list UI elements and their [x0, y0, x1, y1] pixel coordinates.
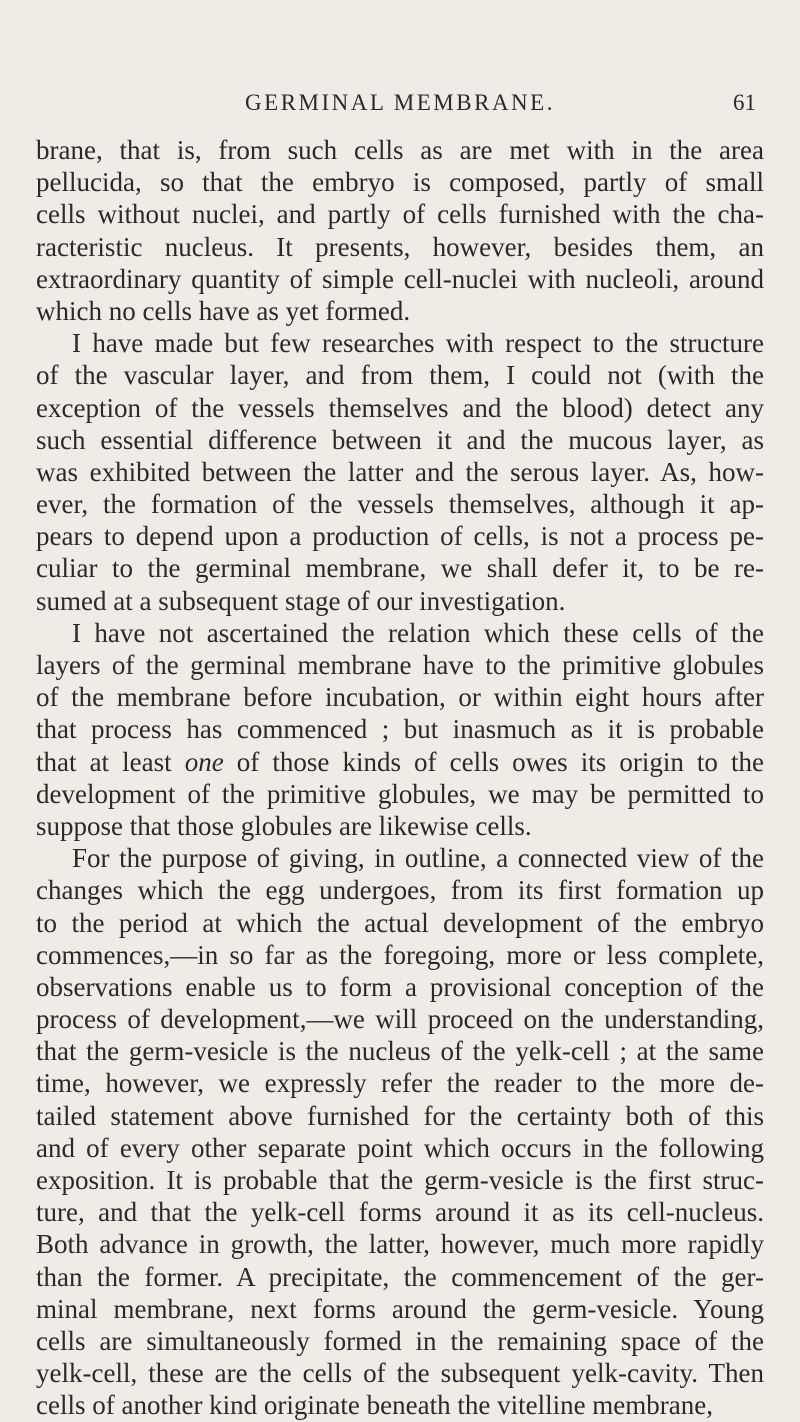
text-line: and of every other separate point which occurs in the following [36, 1132, 764, 1163]
text-line: development of the primitive globules, we may be permitted to [36, 778, 764, 809]
text-line: layers of the germinal membrane have to the primitive globules [36, 650, 764, 680]
text-line: Both advance in growth, the latter, however, much more rapidly [36, 1229, 764, 1260]
text-line: process of development,—we will proceed on the understanding, [36, 1004, 764, 1035]
text-line: suppose that those globules are likewise cells. [36, 810, 532, 841]
text-line: racteristic nucleus. It presents, however, besides them, an [36, 231, 764, 262]
text-line: culiar to the germinal membrane, we shall defer it, to be re- [36, 553, 764, 584]
text-line: of the vascular layer, and from them, I could not (with the [36, 360, 764, 391]
running-head [36, 90, 764, 124]
text-line: exposition. It is probable that the germ-vesicle is the first struc- [36, 1165, 764, 1195]
paragraph [36, 842, 764, 1421]
text-line: to the period at which the actual development of the embryo [36, 907, 764, 938]
text-line: cells of another kind originate beneath the vitelline membrane, [36, 1390, 714, 1421]
text-line: that process has commenced ; but inasmuch as it is probable [36, 714, 764, 745]
text-line: which no cells have as yet formed. [36, 295, 411, 326]
text-line: that the germ-vesicle is the nucleus of the yelk-cell ; at the same [36, 1036, 764, 1067]
text-line: ever, the formation of the vessels themselves, although it ap- [36, 489, 764, 520]
text-line: cells are simultaneously formed in the remaining space of the [36, 1325, 764, 1356]
body-text [36, 134, 764, 1422]
text-line: observations enable us to form a provisional conception of the [36, 971, 764, 1002]
text-line: changes which the egg undergoes, from its first formation up [36, 875, 764, 906]
page-number: 61 [733, 90, 756, 115]
text-line: of the membrane before incubation, or within eight hours after [36, 682, 764, 713]
text-line: sumed at a subsequent stage of our investigation. [36, 585, 566, 616]
running-title: GERMINAL MEMBRANE. [245, 90, 555, 115]
text-line: cells without nuclei, and partly of cells furnished with the cha- [36, 199, 764, 230]
text-line: commences,—in so far as the foregoing, more or less complete, [36, 939, 764, 970]
text-line: than the former. A precipitate, the commencement of the ger- [36, 1261, 764, 1292]
text-line: I have not ascertained the relation which these cells of the [72, 617, 764, 648]
text-line: was exhibited between the latter and the serous layer. As, how- [36, 456, 764, 487]
text-line: ture, and that the yelk-cell forms around it as its cell-nucleus. [36, 1197, 764, 1228]
text-line: exception of the vessels themselves and the blood) detect any [36, 392, 764, 423]
paragraph [36, 617, 764, 842]
paragraph [36, 134, 764, 327]
text-line: pears to depend upon a production of cells, is not a process pe- [36, 521, 764, 552]
text-line: brane, that is, from such cells as are met with in the area [36, 135, 764, 165]
text-line: such essential difference between it and the mucous layer, as [36, 424, 764, 455]
text-line: minal membrane, next forms around the germ-vesicle. Young [36, 1293, 764, 1324]
text-line: tailed statement above furnished for the certainty both of this [36, 1100, 764, 1131]
text-line: I have made but few researches with respect to the structure [72, 328, 764, 359]
paragraph [36, 327, 764, 617]
text-line: pellucida, so that the embryo is composed, partly of small [36, 167, 764, 198]
text-line: For the purpose of giving, in outline, a connected view of the [72, 843, 764, 874]
text-line: yelk-cell, these are the cells of the subsequent yelk-cavity. Then [36, 1358, 764, 1389]
text-line: extraordinary quantity of simple cell-nuclei with nucleoli, around [36, 263, 764, 294]
text-line: time, however, we expressly refer the reader to the more de- [36, 1068, 764, 1099]
text-line: that at least one of those kinds of cells owes its origin to the [36, 746, 764, 777]
